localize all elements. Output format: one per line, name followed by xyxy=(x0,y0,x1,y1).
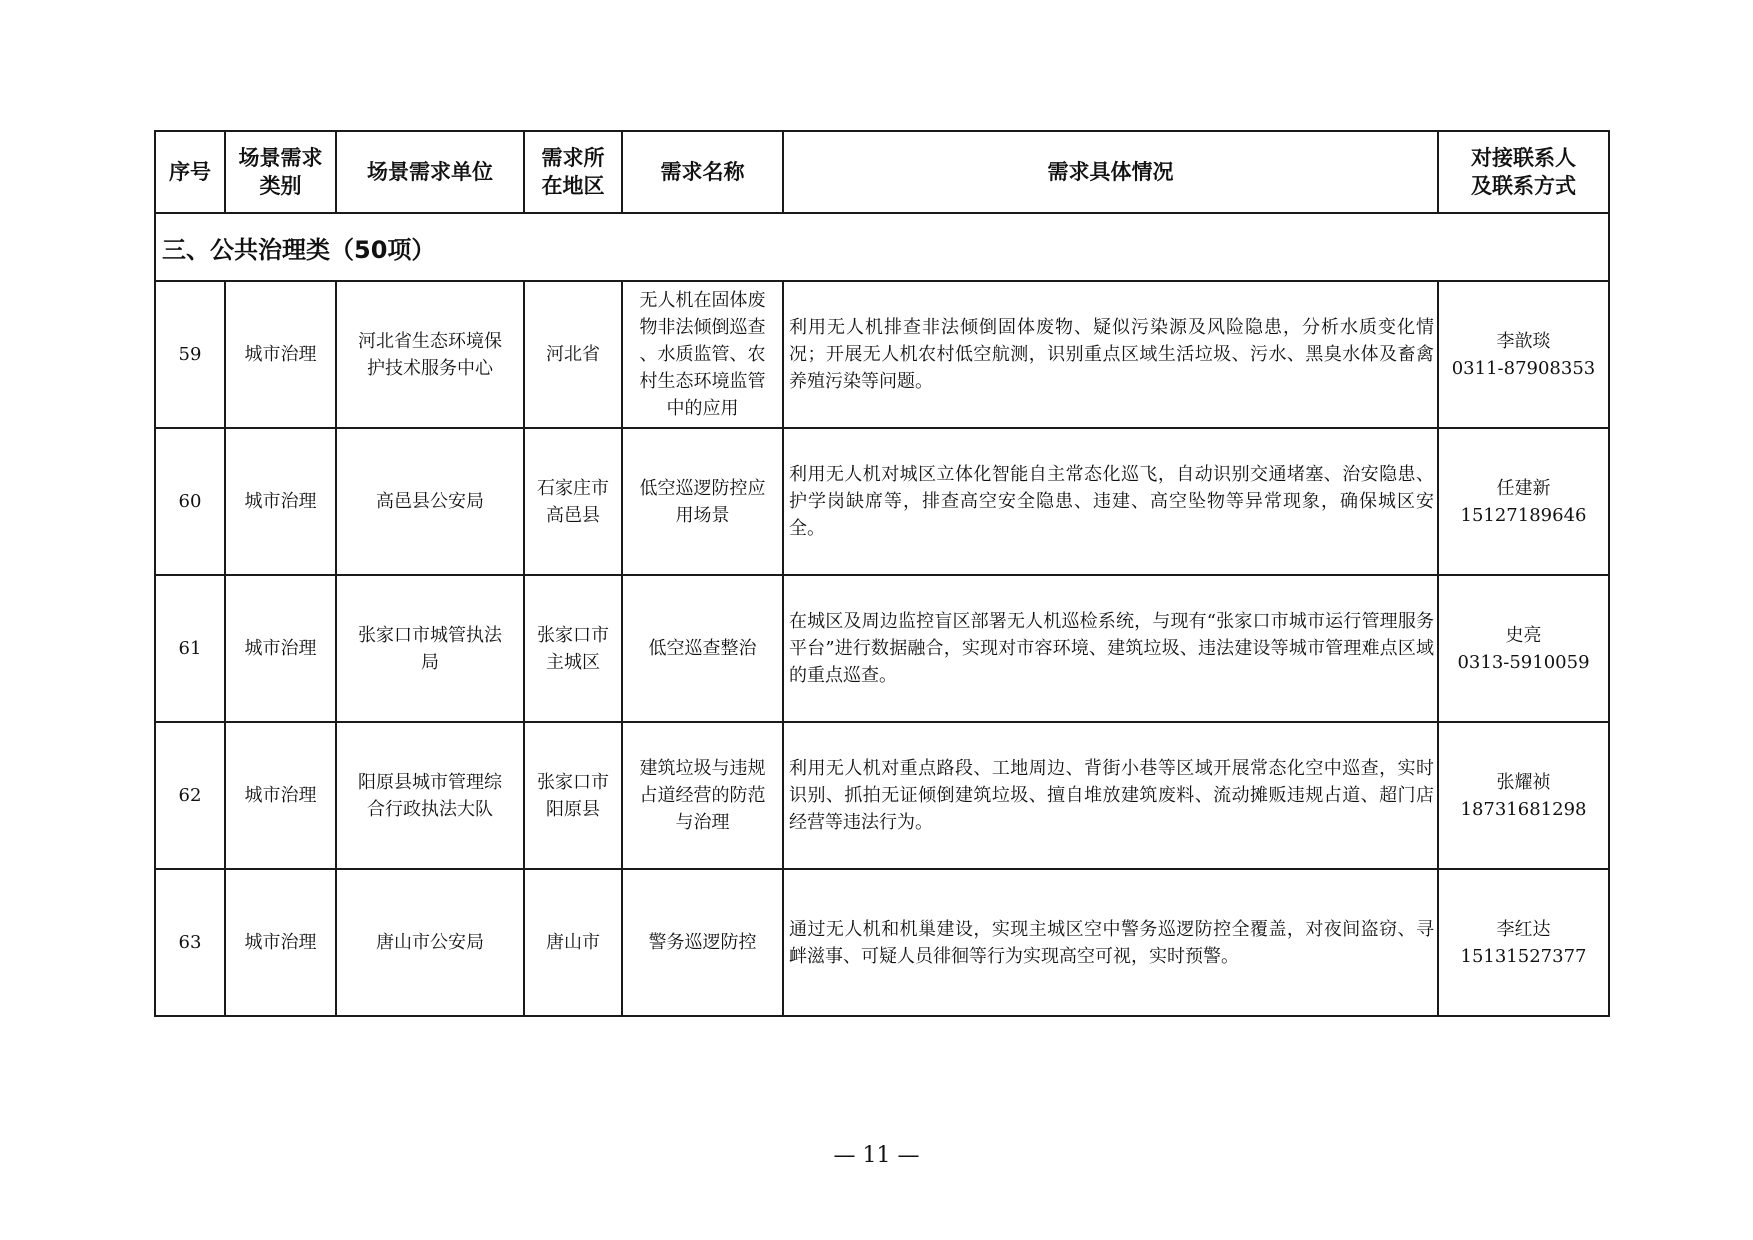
row-contact xyxy=(1438,869,1609,1016)
contact-phone: 0311-87908353 xyxy=(1451,357,1596,379)
table-row xyxy=(155,869,1609,1016)
row-category: 城市治理 xyxy=(225,722,336,869)
header-unit: 场景需求单位 xyxy=(336,131,524,213)
header-contact: 对接联系人 及联系方式 xyxy=(1438,131,1609,213)
row-name: 无人机在固体废 物非法倾倒巡查 、水质监管、农 村生态环境监管 中的应用 xyxy=(622,281,783,428)
row-region: 河北省 xyxy=(524,281,622,428)
row-category: 城市治理 xyxy=(225,869,336,1016)
row-unit: 张家口市城管执法 局 xyxy=(336,575,524,722)
row-unit: 阳原县城市管理综 合行政执法大队 xyxy=(336,722,524,869)
header-category: 场景需求 类别 xyxy=(225,131,336,213)
row-region: 石家庄市 高邑县 xyxy=(524,428,622,575)
row-name: 低空巡逻防控应 用场景 xyxy=(622,428,783,575)
section-title: 三、公共治理类（50项） xyxy=(155,213,1609,281)
demand-table xyxy=(154,130,1610,1017)
contact-name: 李红达 xyxy=(1496,918,1551,940)
row-detail: 利用无人机对城区立体化智能自主常态化巡飞，自动识别交通堵塞、治安隐患、护学岗缺席等，排查高空安全隐患、违建、高空坠物等异常现象，确保城区安全。 xyxy=(783,428,1438,575)
page-number: — 11 — xyxy=(833,1143,920,1168)
contact-name: 张耀祯 xyxy=(1496,771,1551,793)
table-row xyxy=(155,722,1609,869)
row-unit: 高邑县公安局 xyxy=(336,428,524,575)
row-contact xyxy=(1438,428,1609,575)
row-contact xyxy=(1438,281,1609,428)
row-name: 建筑垃圾与违规 占道经营的防范 与治理 xyxy=(622,722,783,869)
row-index: 63 xyxy=(155,869,225,1016)
contact-phone: 18731681298 xyxy=(1460,798,1587,820)
header-index: 序号 xyxy=(155,131,225,213)
row-detail: 通过无人机和机巢建设，实现主城区空中警务巡逻防控全覆盖，对夜间盗窃、寻衅滋事、可疑人员徘徊等行为实现高空可视，实时预警。 xyxy=(783,869,1438,1016)
row-region: 张家口市 阳原县 xyxy=(524,722,622,869)
row-index: 60 xyxy=(155,428,225,575)
row-index: 59 xyxy=(155,281,225,428)
contact-name: 史亮 xyxy=(1505,624,1542,646)
row-detail: 利用无人机排查非法倾倒固体废物、疑似污染源及风险隐患，分析水质变化情况；开展无人机农村低空航测，识别重点区域生活垃圾、污水、黑臭水体及畜禽养殖污染等问题。 xyxy=(783,281,1438,428)
table-row xyxy=(155,281,1609,428)
row-contact xyxy=(1438,575,1609,722)
row-unit: 河北省生态环境保 护技术服务中心 xyxy=(336,281,524,428)
header-name: 需求名称 xyxy=(622,131,783,213)
row-region: 唐山市 xyxy=(524,869,622,1016)
contact-phone: 0313-5910059 xyxy=(1457,651,1590,673)
row-detail: 在城区及周边监控盲区部署无人机巡检系统，与现有“张家口市城市运行管理服务平台”进行数据融合，实现对市容环境、建筑垃圾、违法建设等城市管理难点区域的重点巡查。 xyxy=(783,575,1438,722)
contact-name: 任建新 xyxy=(1496,477,1551,499)
row-detail: 利用无人机对重点路段、工地周边、背街小巷等区域开展常态化空中巡查，实时识别、抓拍无证倾倒建筑垃圾、擅自堆放建筑废料、流动摊贩违规占道、超门店经营等违法行为。 xyxy=(783,722,1438,869)
contact-name: 李歆琰 xyxy=(1496,330,1551,352)
contact-phone: 15127189646 xyxy=(1460,504,1587,526)
row-category: 城市治理 xyxy=(225,281,336,428)
row-name: 警务巡逻防控 xyxy=(622,869,783,1016)
table-row xyxy=(155,428,1609,575)
contact-phone: 15131527377 xyxy=(1460,945,1587,967)
row-unit: 唐山市公安局 xyxy=(336,869,524,1016)
header-detail: 需求具体情况 xyxy=(783,131,1438,213)
row-index: 62 xyxy=(155,722,225,869)
header-region: 需求所 在地区 xyxy=(524,131,622,213)
row-index: 61 xyxy=(155,575,225,722)
table-row xyxy=(155,575,1609,722)
row-region: 张家口市 主城区 xyxy=(524,575,622,722)
table-header-row xyxy=(155,131,1609,213)
section-row xyxy=(155,213,1609,281)
row-category: 城市治理 xyxy=(225,575,336,722)
row-contact xyxy=(1438,722,1609,869)
row-category: 城市治理 xyxy=(225,428,336,575)
row-name: 低空巡查整治 xyxy=(622,575,783,722)
